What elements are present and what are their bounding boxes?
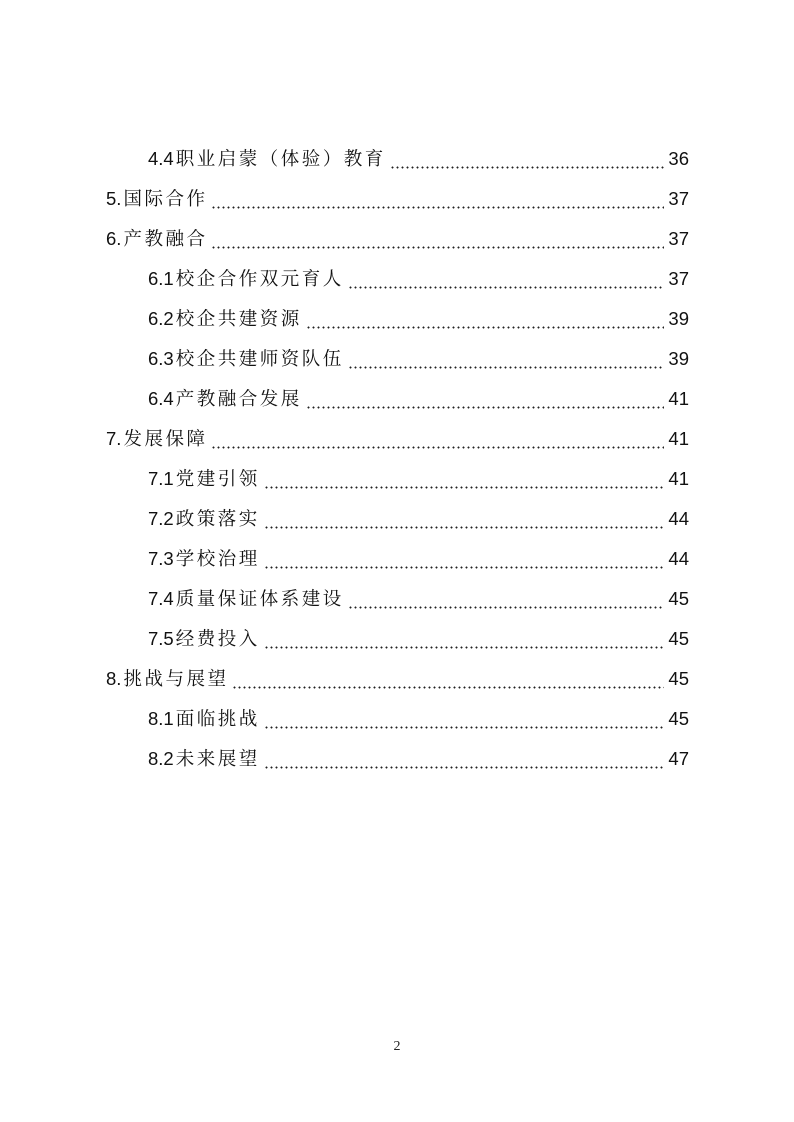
toc-entry[interactable] (148, 500, 689, 530)
toc-entry-title: 挑战与展望 (123, 668, 229, 689)
toc-entry-page: 47 (668, 748, 689, 769)
toc-entry[interactable] (106, 180, 689, 210)
toc-entry-number: 7.4 (148, 588, 174, 609)
toc-entry-title: 校企共建资源 (175, 308, 302, 329)
toc-dot-leader (348, 268, 665, 290)
toc-entry-page: 41 (668, 428, 689, 449)
toc-dot-leader (211, 428, 664, 450)
toc-dot-leader (306, 308, 665, 330)
toc-entry[interactable] (148, 380, 689, 410)
toc-entry[interactable] (148, 580, 689, 610)
toc-dot-leader (390, 148, 665, 170)
toc-dot-leader (264, 708, 665, 730)
toc-entry-page: 41 (668, 388, 689, 409)
toc-entry-title: 产教融合发展 (175, 388, 302, 409)
toc-entry-page: 37 (668, 268, 689, 289)
toc-entry-page: 45 (668, 588, 689, 609)
toc-entry-number: 4.4 (148, 148, 174, 169)
toc-dot-leader (232, 668, 664, 690)
toc-entry-title: 质量保证体系建设 (175, 588, 344, 609)
toc-entry-number: 6.4 (148, 388, 174, 409)
toc-entry-number: 6.1 (148, 268, 174, 289)
toc-entry-page: 45 (668, 668, 689, 689)
toc-dot-leader (211, 228, 664, 250)
toc-entry-title: 学校治理 (175, 548, 260, 569)
toc-entry-number: 7.3 (148, 548, 174, 569)
toc-entry-title: 党建引领 (175, 468, 260, 489)
toc-entry[interactable] (148, 740, 689, 770)
toc-entry[interactable] (106, 420, 689, 450)
toc-entry-number: 6.2 (148, 308, 174, 329)
toc-entry-page: 45 (668, 708, 689, 729)
toc-dot-leader (264, 748, 665, 770)
toc-entry-page: 44 (668, 508, 689, 529)
toc-entry-page: 45 (668, 628, 689, 649)
toc-entry[interactable] (148, 300, 689, 330)
toc-entry-number: 7.2 (148, 508, 174, 529)
toc-entry-title: 未来展望 (175, 748, 260, 769)
toc-dot-leader (211, 188, 664, 210)
toc-entry[interactable] (148, 260, 689, 290)
toc-entry-title: 经费投入 (175, 628, 260, 649)
toc-entry[interactable] (148, 700, 689, 730)
toc-entry-title: 面临挑战 (175, 708, 260, 729)
toc-entry[interactable] (148, 140, 689, 170)
toc-entry-title: 发展保障 (123, 428, 208, 449)
toc-entry-number: 8.1 (148, 708, 174, 729)
toc-dot-leader (348, 588, 665, 610)
toc-entry-page: 36 (668, 148, 689, 169)
toc-dot-leader (264, 508, 665, 530)
toc-entry-page: 44 (668, 548, 689, 569)
toc-entry-number: 6.3 (148, 348, 174, 369)
toc-entry[interactable] (148, 620, 689, 650)
toc-entry[interactable] (106, 220, 689, 250)
toc-entry[interactable] (148, 340, 689, 370)
toc-entry-title: 国际合作 (123, 188, 208, 209)
toc-entry-page: 39 (668, 348, 689, 369)
toc-dot-leader (264, 468, 665, 490)
toc-entry-page: 37 (668, 188, 689, 209)
toc-entry-number: 7. (106, 428, 122, 449)
toc-entry-page: 39 (668, 308, 689, 329)
toc-entry-title: 政策落实 (175, 508, 260, 529)
toc-entry-page: 41 (668, 468, 689, 489)
toc-entry-number: 8. (106, 668, 122, 689)
toc-dot-leader (264, 548, 665, 570)
toc-entry-number: 7.5 (148, 628, 174, 649)
toc-entry-title: 校企合作双元育人 (175, 268, 344, 289)
toc-entry[interactable] (148, 460, 689, 490)
toc-dot-leader (306, 388, 665, 410)
toc-entry-title: 产教融合 (123, 228, 208, 249)
toc-dot-leader (348, 348, 665, 370)
toc-entry-number: 6. (106, 228, 122, 249)
toc-entry-number: 5. (106, 188, 122, 209)
toc-entry-title: 校企共建师资队伍 (175, 348, 344, 369)
toc-dot-leader (264, 628, 665, 650)
toc-entry-number: 7.1 (148, 468, 174, 489)
page-number: 2 (393, 1039, 401, 1054)
toc-entry-number: 8.2 (148, 748, 174, 769)
toc-entry-title: 职业启蒙（体验）教育 (175, 148, 386, 169)
toc-entry[interactable] (148, 540, 689, 570)
toc-entry-page: 37 (668, 228, 689, 249)
toc-entry[interactable] (106, 660, 689, 690)
